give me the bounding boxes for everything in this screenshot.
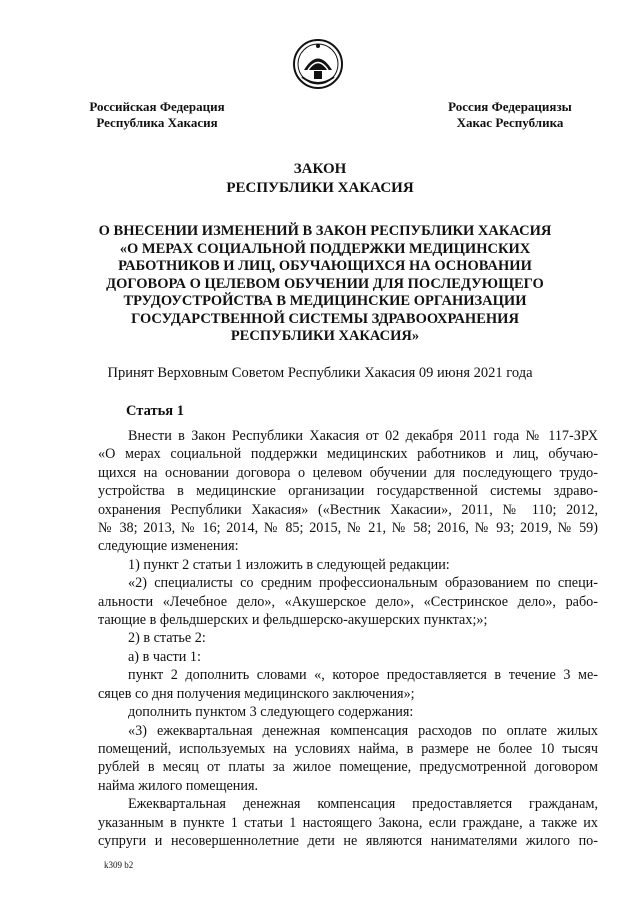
article-heading: Статья 1 xyxy=(126,403,184,419)
header-right-line-2: Хакас Республика xyxy=(456,115,564,130)
body-line: устройства в медицинские организации государственной системы здраво- xyxy=(98,483,598,500)
body-line: сяцев со дня получения медицинского заключения»; xyxy=(98,685,415,702)
body-line: указанным в пункте 1 статьи 1 настоящего Закона, если граждане, а также их xyxy=(98,814,598,831)
coat-of-arms-icon xyxy=(292,37,344,91)
subject-line: ТРУДОУСТРОЙСТВА В МЕДИЦИНСКИЕ ОРГАНИЗАЦИИ xyxy=(123,293,527,309)
law-title-line-1: ЗАКОН xyxy=(293,161,347,177)
subject-line: ДОГОВОРА О ЦЕЛЕВОМ ОБУЧЕНИИ ДЛЯ ПОСЛЕДУЮЩЕГО xyxy=(106,275,544,292)
law-title xyxy=(0,160,640,198)
header-left xyxy=(82,99,232,131)
body-line: Внести в Закон Республики Хакасия от 02 декабря 2011 года № 117-ЗРХ xyxy=(128,428,598,444)
body-line: а) в части 1: xyxy=(128,648,201,665)
document-code: k309 b2 xyxy=(104,860,134,870)
subject-line: «О МЕРАХ СОЦИАЛЬНОЙ ПОДДЕРЖКИ МЕДИЦИНСКИХ xyxy=(119,240,531,257)
header-right-line-1: Россия Федерациязы xyxy=(448,99,572,114)
body-line: Ежеквартальная денежная компенсация предоставляется гражданам, xyxy=(128,796,598,813)
body-line: № 38; 2013, № 16; 2014, № 85; 2015, № 21, № 58; 2016, № 93; 2019, № 59) xyxy=(98,520,598,537)
subject-line: ГОСУДАРСТВЕННОЙ СИСТЕМЫ ЗДРАВООХРАНЕНИЯ xyxy=(131,310,519,327)
body-line: следующие изменения: xyxy=(98,538,239,555)
body-line: 1) пункт 2 статьи 1 изложить в следующей редакции: xyxy=(128,556,450,573)
body-line: тающие в фельдшерских и фельдшерско-акушерских пунктах;»; xyxy=(98,612,488,629)
body-line: охранения Республики Хакасия» («Вестник Хакасии», 2011, № 110; 2012, xyxy=(98,501,598,518)
header-left-line-1: Российская Федерация xyxy=(89,99,225,114)
body-line: пункт 2 дополнить словами «, которое предоставляется в течение 3 ме- xyxy=(128,667,598,684)
body-line: «3) ежеквартальная денежная компенсация расходов по оплате жилых xyxy=(128,722,598,739)
body-line: щихся на основании договора о целевом обучении для последующего трудо- xyxy=(98,464,598,481)
subject-line: РЕСПУБЛИКИ ХАКАСИЯ» xyxy=(230,328,420,344)
subject-line: РАБОТНИКОВ И ЛИЦ, ОБУЧАЮЩИХСЯ НА ОСНОВАНИИ xyxy=(118,258,532,274)
subject-line: О ВНЕСЕНИИ ИЗМЕНЕНИЙ В ЗАКОН РЕСПУБЛИКИ ХАКАСИЯ xyxy=(98,223,552,239)
body-line: найма жилого помещения. xyxy=(98,777,259,794)
law-title-line-2: РЕСПУБЛИКИ ХАКАСИЯ xyxy=(226,180,414,196)
body-line: «2) специалисты со средним профессиональным образованием по специ- xyxy=(128,575,598,592)
header-left-line-2: Республика Хакасия xyxy=(96,115,218,130)
body-line: помещений, используемых на условиях найма, в размере не более 10 тысяч xyxy=(98,740,598,757)
body-line: супруги и несовершеннолетние дети не являются нанимателями жилого по- xyxy=(98,832,598,849)
header-right xyxy=(440,99,580,131)
adoption-statement: Принят Верховным Советом Республики Хакасия 09 июня 2021 года xyxy=(107,365,533,381)
law-subject xyxy=(95,223,555,346)
body-line: альности «Лечебное дело», «Акушерское дело», «Сестринское дело», рабо- xyxy=(98,593,598,610)
body-line: 2) в статье 2: xyxy=(128,630,206,647)
body-line: дополнить пунктом 3 следующего содержания: xyxy=(128,704,414,721)
body-line: «О мерах социальной поддержки медицинских работников и лиц, обучаю- xyxy=(98,446,598,463)
article-body xyxy=(98,427,598,850)
body-line: рублей в месяц от платы за жилое помещение, предусмотренной договором xyxy=(98,759,598,776)
